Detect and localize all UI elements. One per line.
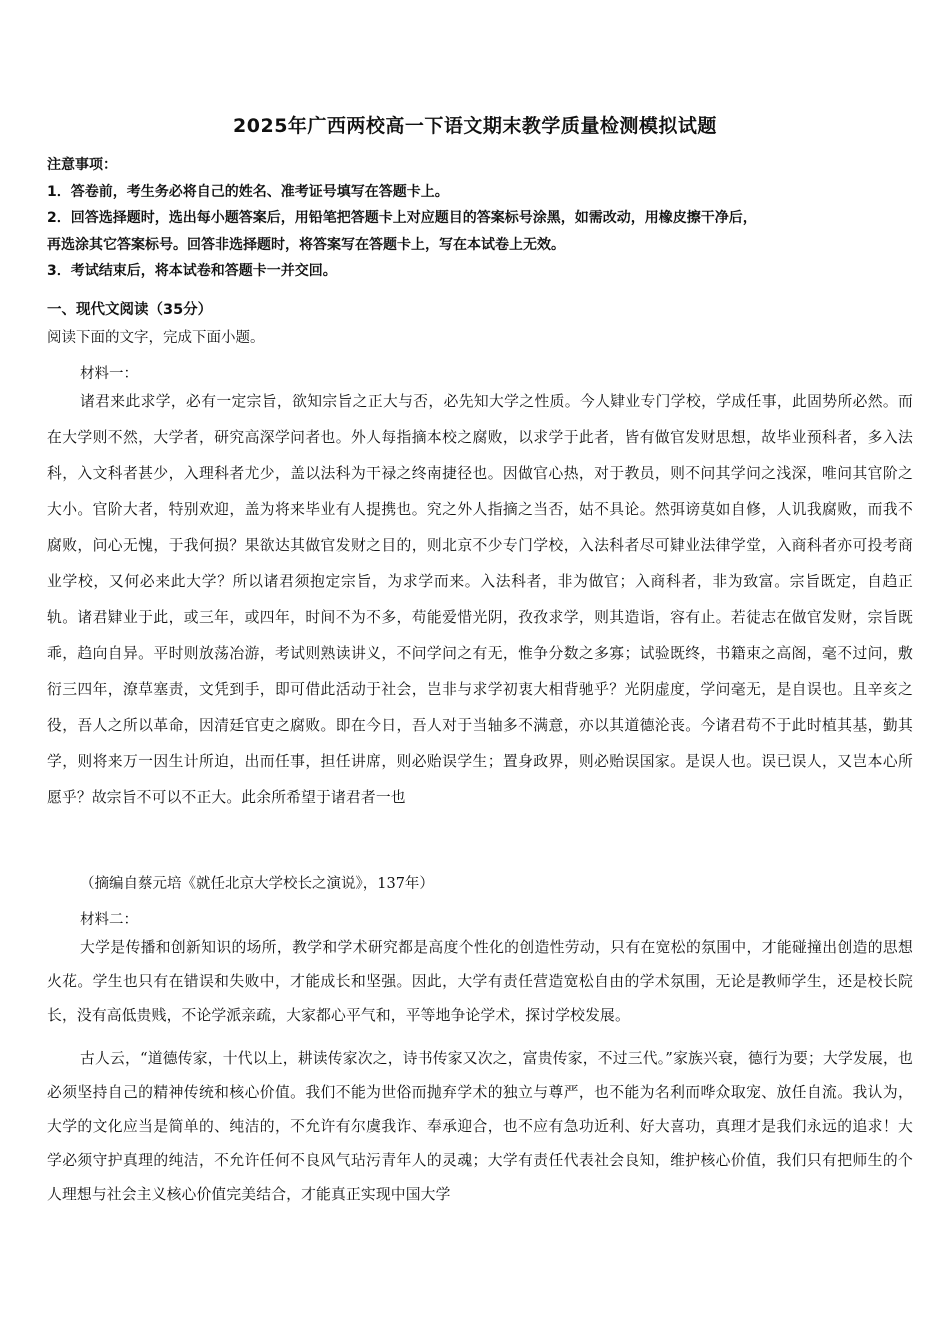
notice-block (47, 152, 917, 285)
material-1-text: 诸君来此求学，必有一定宗旨，欲知宗旨之正大与否，必先知大学之性质。今人肄业专门学校，学成任事，此固势所必然。而在大学则不然，大学者，研究高深学问者也。外人每指摘本校之腐败，以求学于此者，皆有做官发财思想，故毕业预科者，多入法科，入文科者甚少，入理科者尤少，盖以法科为干禄之终南捷径也。因做官心热，对于教员，则不问其学问之浅深，唯问其官阶之大小。官阶大者，特别欢迎，盖为将来毕业有人提携也。究之外人指摘之当否，姑不具论。然弭谤莫如自修，人讥我腐败，而我不腐败，问心无愧，于我何损？果欲达其做官发财之目的，则北京不少专门学校，入法科者尽可肄业法律学堂，入商科者亦可投考商业学校，又何必来此大学？所以诸君须抱定宗旨，为求学而来。入法科者，非为做官；入商科者，非为致富。宗旨既定，自趋正轨。诸君肄业于此，或三年，或四年，时间不为不多，苟能爱惜光阴，孜孜求学，则其造诣，容有止。若徒志在做官发财，宗旨既乖，趋向自异。平时则放荡冶游，考试则熟读讲义，不问学问之有无，惟争分数之多寡；试验既终，书籍束之高阁，毫不过问，敷衍三四年，潦草塞责，文凭到手，即可借此活动于社会，岂非与求学初衷大相背驰乎？光阴虚度，学问毫无，是自误也。且辛亥之役，吾人之所以革命，因清廷官吏之腐败。即在今日，吾人对于当轴多不满意，亦以其道德沦丧。今诸君苟不于此时植其基，勤其学，则将来万一因生计所迫，出而任事，担任讲席，则必贻误学生；置身政界，则必贻误国家。是误人也。误已误人，又岂本心所愿乎？故宗旨不可以不正大。此余所希望于诸君者一也 (47, 393, 913, 806)
material-2-paragraph-1: 大学是传播和创新知识的场所，教学和学术研究都是高度个性化的创造性劳动，只有在宽松的氛围中，才能碰撞出创造的思想火花。学生也只有在错误和失败中，才能成长和坚强。因此，大学有责任营造宽松自由的学术氛围，无论是教师学生，还是校长院长，没有高低贵贱，不论学派亲疏，大家都心平气和，平等地争论学术，探讨学校发展。 (47, 939, 913, 1024)
notice-item-2-line-2: 再选涂其它答案标号。回答非选择题时，将答案写在答题卡上，写在本试卷上无效。 (47, 236, 565, 253)
notice-item-1: 1．答卷前，考生务必将自己的姓名、准考证号填写在答题卡上。 (47, 183, 449, 200)
material-2-paragraph-2: 古人云，“道德传家，十代以上，耕读传家次之，诗书传家又次之，富贵传家，不过三代。”家族兴衰，德行为要；大学发展，也必须坚持自己的精神传统和核心价值。我们不能为世俗而抛弃学术的独立与尊严，也不能为名利而哗众取宠、放任自流。我认为，大学的文化应当是简单的、纯洁的，不允许有尔虞我诈、奉承迎合，也不应有急功近利、好大喜功，真理才是我们永远的追求！大学必须守护真理的纯洁，不允许任何不良风气玷污青年人的灵魂；大学有责任代表社会良知，维护核心价值，我们只有把师生的个人理想与社会主义核心价值完美结合，才能真正实现中国大学 (47, 1050, 913, 1203)
page-title: 2025年广西两校高一下语文期末教学质量检测模拟试题 (233, 115, 717, 137)
material-2-label: 材料二： (80, 912, 138, 928)
notice-heading: 注意事项： (47, 157, 117, 173)
notice-item-3: 3．考试结束后，将本试卷和答题卡一并交回。 (47, 263, 337, 279)
section-heading: 一、现代文阅读（35分） (47, 302, 213, 318)
reading-instruction: 阅读下面的文字，完成下面小题。 (47, 330, 265, 346)
material-1-label: 材料一： (80, 366, 138, 382)
material-1-source: （摘编自蔡元培《就任北京大学校长之演说》，137年） (80, 876, 434, 892)
notice-item-2-line-1: 2．回答选择题时，选出每小题答案后，用铅笔把答题卡上对应题目的答案标号涂黑，如需改动，用橡皮擦干净后， (47, 210, 757, 226)
